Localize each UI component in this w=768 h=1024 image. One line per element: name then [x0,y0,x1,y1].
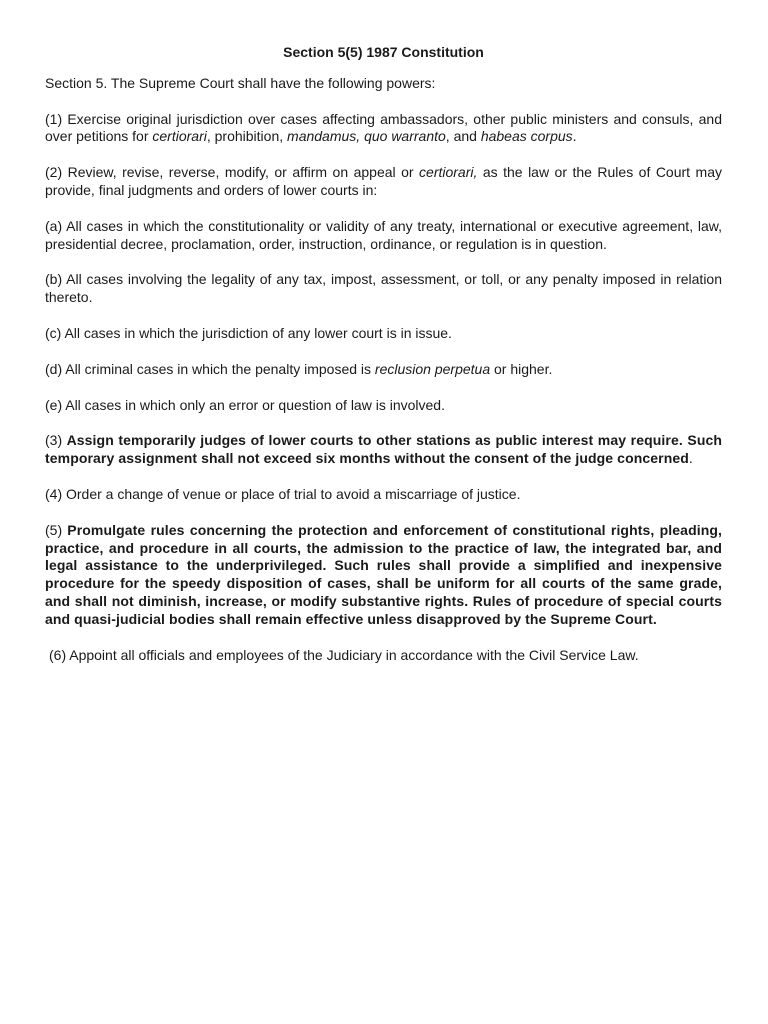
paragraph-e: (e) All cases in which only an error or question of law is involved. [45,396,445,413]
p1-italic-habeas: habeas corpus [480,128,573,145]
p2-text-b: as the law or the Rules of Court may provide, final judgments and orders of lower courts in: [45,164,722,198]
pd-text-b: or higher. [490,360,553,377]
paragraph-5 [45,522,722,629]
paragraph-1 [45,111,722,147]
p2-text-a: (2) Review, revise, reverse, modify, or affirm on appeal or [45,164,420,181]
p3-bold-text: Assign temporarily judges of lower courts to other stations as public interest may require. Such temporary assignment shall not exceed six months without the consent of the judge concerned [45,432,723,467]
paragraph-3 [45,432,722,468]
p2-italic-certiorari: certiorari, [419,164,478,181]
p3-end: . [688,450,693,467]
p1-text-b: , prohibition, [206,128,288,145]
pd-italic-reclusion: reclusion perpetua [374,360,491,377]
p1-text-c: , and [445,128,481,145]
document-page [45,44,722,682]
p5-bold-text: Promulgate rules concerning the protection and enforcement of constitutional rights, pleading, practice, and procedure in all courts, the admission to the practice of law, the integrated bar, and legal assistance to the underprivileged. Such rules shall provide a simplified and inexpensive procedure for the speedy disposition of cases, shall be uniform for all courts of the same grade, and shall not diminish, increase, or modify substantive rights. Rules of procedure of special courts and quasi-judicial bodies shall remain effective unless disapproved by the Supreme Court. [45,521,723,627]
paragraph-6: (6) Appoint all officials and employees of the Judiciary in accordance with the Civil Service Law. [49,646,639,663]
p1-italic-certiorari: certiorari [152,128,207,145]
paragraph-2 [45,164,722,200]
intro-paragraph: Section 5. The Supreme Court shall have the following powers: [45,74,436,91]
paragraph-c: (c) All cases in which the jurisdiction of any lower court is in issue. [45,324,452,341]
p1-text-d: . [572,128,577,145]
pd-text-a: (d) All criminal cases in which the penalty imposed is [45,360,375,377]
paragraph-a: (a) All cases in which the constitutionality or validity of any treaty, international or executive agreement, law, presidential decree, proclamation, order, instruction, ordinance, or regulation is in question. [45,217,722,252]
paragraph-d [45,361,722,379]
p3-number: (3) [45,432,67,449]
p1-italic-writs: mandamus, quo warranto [287,128,446,145]
paragraph-4: (4) Order a change of venue or place of trial to avoid a miscarriage of justice. [45,485,521,502]
p5-number: (5) [45,521,68,538]
paragraph-b: (b) All cases involving the legality of any tax, impost, assessment, or toll, or any penalty imposed in relation thereto. [45,271,722,306]
document-title: Section 5(5) 1987 Constitution [283,44,484,60]
p1-text-a: (1) Exercise original jurisdiction over cases affecting ambassadors, other public ministers and consuls, and over petitions for [45,110,722,145]
